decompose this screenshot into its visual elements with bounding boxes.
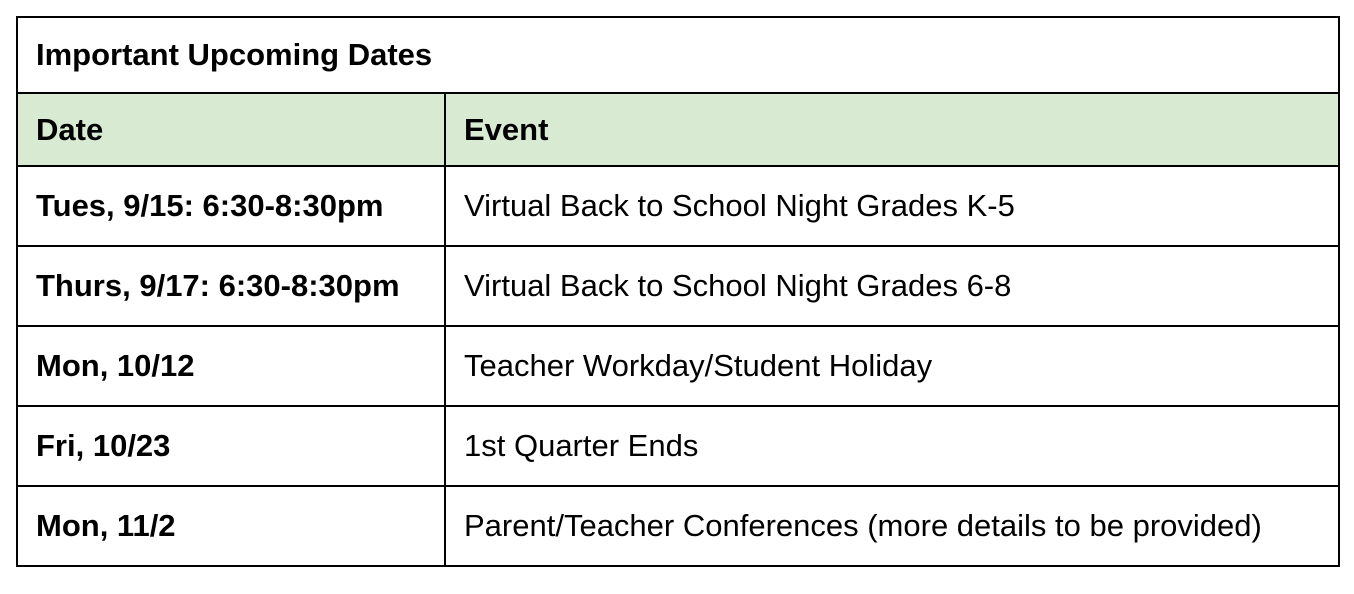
table-row xyxy=(17,246,1339,326)
table-row xyxy=(17,166,1339,246)
column-header-date: Date xyxy=(17,93,445,166)
date-cell: Fri, 10/23 xyxy=(17,406,445,486)
table-row xyxy=(17,486,1339,566)
upcoming-dates-table xyxy=(16,16,1340,567)
table-row xyxy=(17,326,1339,406)
date-cell: Mon, 10/12 xyxy=(17,326,445,406)
event-cell: Teacher Workday/Student Holiday xyxy=(445,326,1339,406)
date-cell: Tues, 9/15: 6:30-8:30pm xyxy=(17,166,445,246)
table-row xyxy=(17,406,1339,486)
column-header-row xyxy=(17,93,1339,166)
event-cell: Virtual Back to School Night Grades K-5 xyxy=(445,166,1339,246)
date-cell: Thurs, 9/17: 6:30-8:30pm xyxy=(17,246,445,326)
event-cell: 1st Quarter Ends xyxy=(445,406,1339,486)
table-title: Important Upcoming Dates xyxy=(17,17,1339,93)
table-title-row xyxy=(17,17,1339,93)
event-cell: Virtual Back to School Night Grades 6-8 xyxy=(445,246,1339,326)
date-cell: Mon, 11/2 xyxy=(17,486,445,566)
event-cell: Parent/Teacher Conferences (more details to be provided) xyxy=(445,486,1339,566)
column-header-event: Event xyxy=(445,93,1339,166)
